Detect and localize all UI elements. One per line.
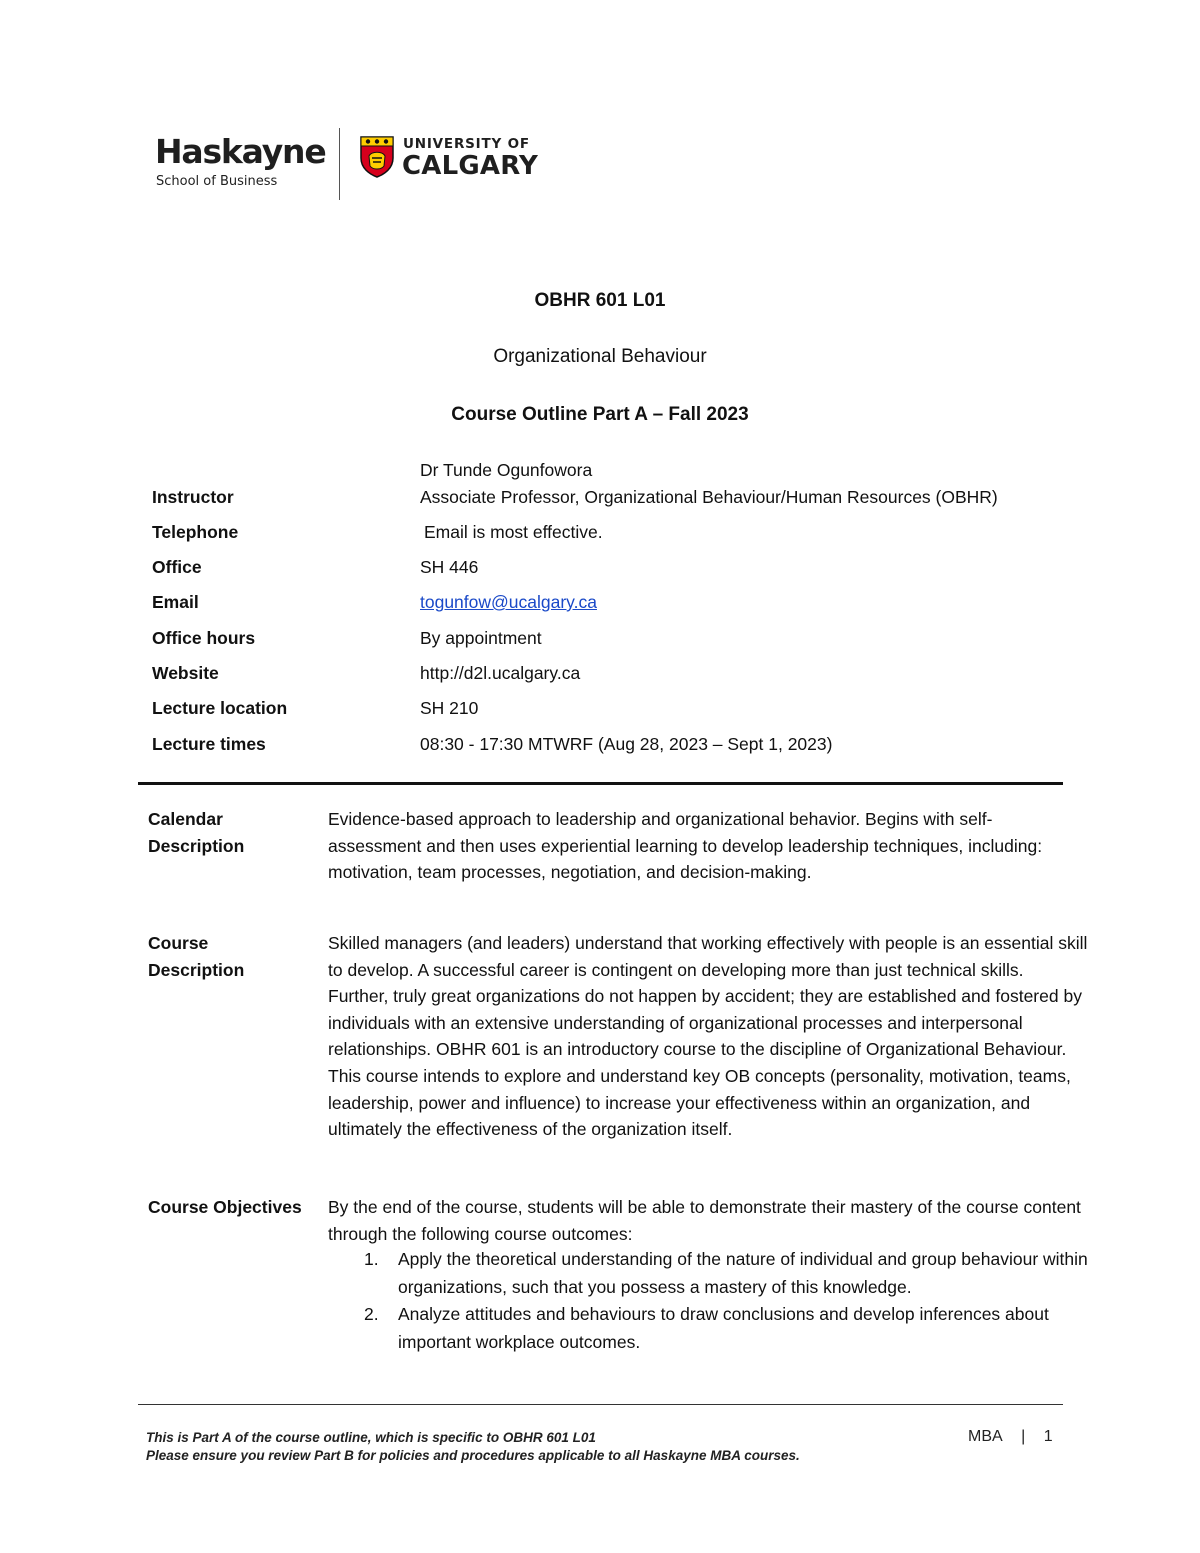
- course-description-label: [148, 930, 323, 984]
- university-of-text: UNIVERSITY OF: [403, 136, 530, 152]
- program-label: MBA: [968, 1428, 1003, 1445]
- calendar-description-text: Evidence-based approach to leadership and organizational behavior. Begins with self-assessment and then uses experiential learning to develop leadership techniques, including: motivation, team processes, negotiation, and decision-making.: [328, 809, 1043, 883]
- haskayne-logo: Haskayne: [155, 132, 326, 171]
- footer-note-line1: This is Part A of the course outline, which is specific to OBHR 601 L01: [146, 1430, 596, 1445]
- objectives-list: [358, 1246, 1088, 1356]
- list-item-number: 1.: [364, 1249, 379, 1269]
- website-label: Website: [152, 663, 219, 683]
- course-objectives-label: Course Objectives: [148, 1197, 302, 1217]
- lecture-times-value: 08:30 - 17:30 MTWRF (Aug 28, 2023 – Sept 1, 2023): [420, 734, 833, 754]
- list-item: [358, 1301, 1088, 1356]
- course-description-text: Skilled managers (and leaders) understand that working effectively with people is an essential skill to develop. A successful career is contingent on developing more than just technical skills. Further, truly great organizations do not happen by accident; they are established and fostered by individuals with an extensive understanding of organizational processes and interpersonal relationships. OBHR 601 is an introductory course to the discipline of Organizational Behaviour. This course intends to explore and understand key OB concepts (personality, motivation, teams, leadership, power and influence) to increase your effectiveness within an organization, and ultimately the effectiveness of the organization itself.: [328, 933, 1088, 1140]
- course-name: Organizational Behaviour: [493, 346, 707, 367]
- footer-note-line2: Please ensure you review Part B for policies and procedures applicable to all Haskayne MBA courses.: [146, 1448, 800, 1463]
- outline-title: Course Outline Part A – Fall 2023: [451, 404, 749, 425]
- instructor-name: Dr Tunde Ogunfowora: [420, 460, 593, 480]
- calendar-label-line2: Description: [148, 836, 245, 856]
- instructor-title: Associate Professor, Organizational Behaviour/Human Resources (OBHR): [420, 487, 998, 507]
- list-item: [358, 1246, 1088, 1301]
- list-item-number: 2.: [364, 1304, 379, 1324]
- page-number: 1: [1043, 1428, 1053, 1445]
- calendar-label-line1: Calendar: [148, 809, 223, 829]
- list-item-text: Apply the theoretical understanding of the nature of individual and group behaviour within organizations, such that you possess a mastery of this knowledge.: [398, 1249, 1088, 1297]
- email-label: Email: [152, 592, 199, 612]
- footer-separator: |: [1021, 1428, 1026, 1445]
- office-label: Office: [152, 557, 202, 577]
- course-label-line1: Course: [148, 933, 209, 953]
- list-item-text: Analyze attitudes and behaviours to draw conclusions and develop inferences about important workplace outcomes.: [398, 1304, 1049, 1352]
- office-value: SH 446: [420, 557, 479, 577]
- course-code: OBHR 601 L01: [534, 290, 666, 311]
- calendar-description-label: [148, 806, 323, 860]
- course-objectives-intro: By the end of the course, students will be able to demonstrate their mastery of the course content through the following course outcomes:: [328, 1197, 1081, 1244]
- telephone-label: Telephone: [152, 522, 239, 542]
- office-hours-value: By appointment: [420, 628, 542, 648]
- website-value: http://d2l.ucalgary.ca: [420, 663, 581, 683]
- instructor-label: Instructor: [152, 487, 234, 507]
- university-crest-icon: [360, 136, 394, 178]
- course-label-line2: Description: [148, 960, 245, 980]
- header-logos: [155, 128, 555, 200]
- calgary-text: CALGARY: [402, 151, 539, 181]
- email-link[interactable]: togunfow@ucalgary.ca: [420, 592, 597, 612]
- logo-divider: [339, 128, 340, 200]
- page-footer-label: [968, 1428, 1053, 1446]
- lecture-times-label: Lecture times: [152, 734, 266, 754]
- haskayne-subtitle: School of Business: [156, 174, 278, 189]
- section-divider: [138, 782, 1063, 785]
- telephone-value: Email is most effective.: [424, 522, 603, 542]
- lecture-location-value: SH 210: [420, 698, 479, 718]
- office-hours-label: Office hours: [152, 628, 256, 648]
- lecture-location-label: Lecture location: [152, 698, 288, 718]
- footer-divider: [138, 1404, 1063, 1405]
